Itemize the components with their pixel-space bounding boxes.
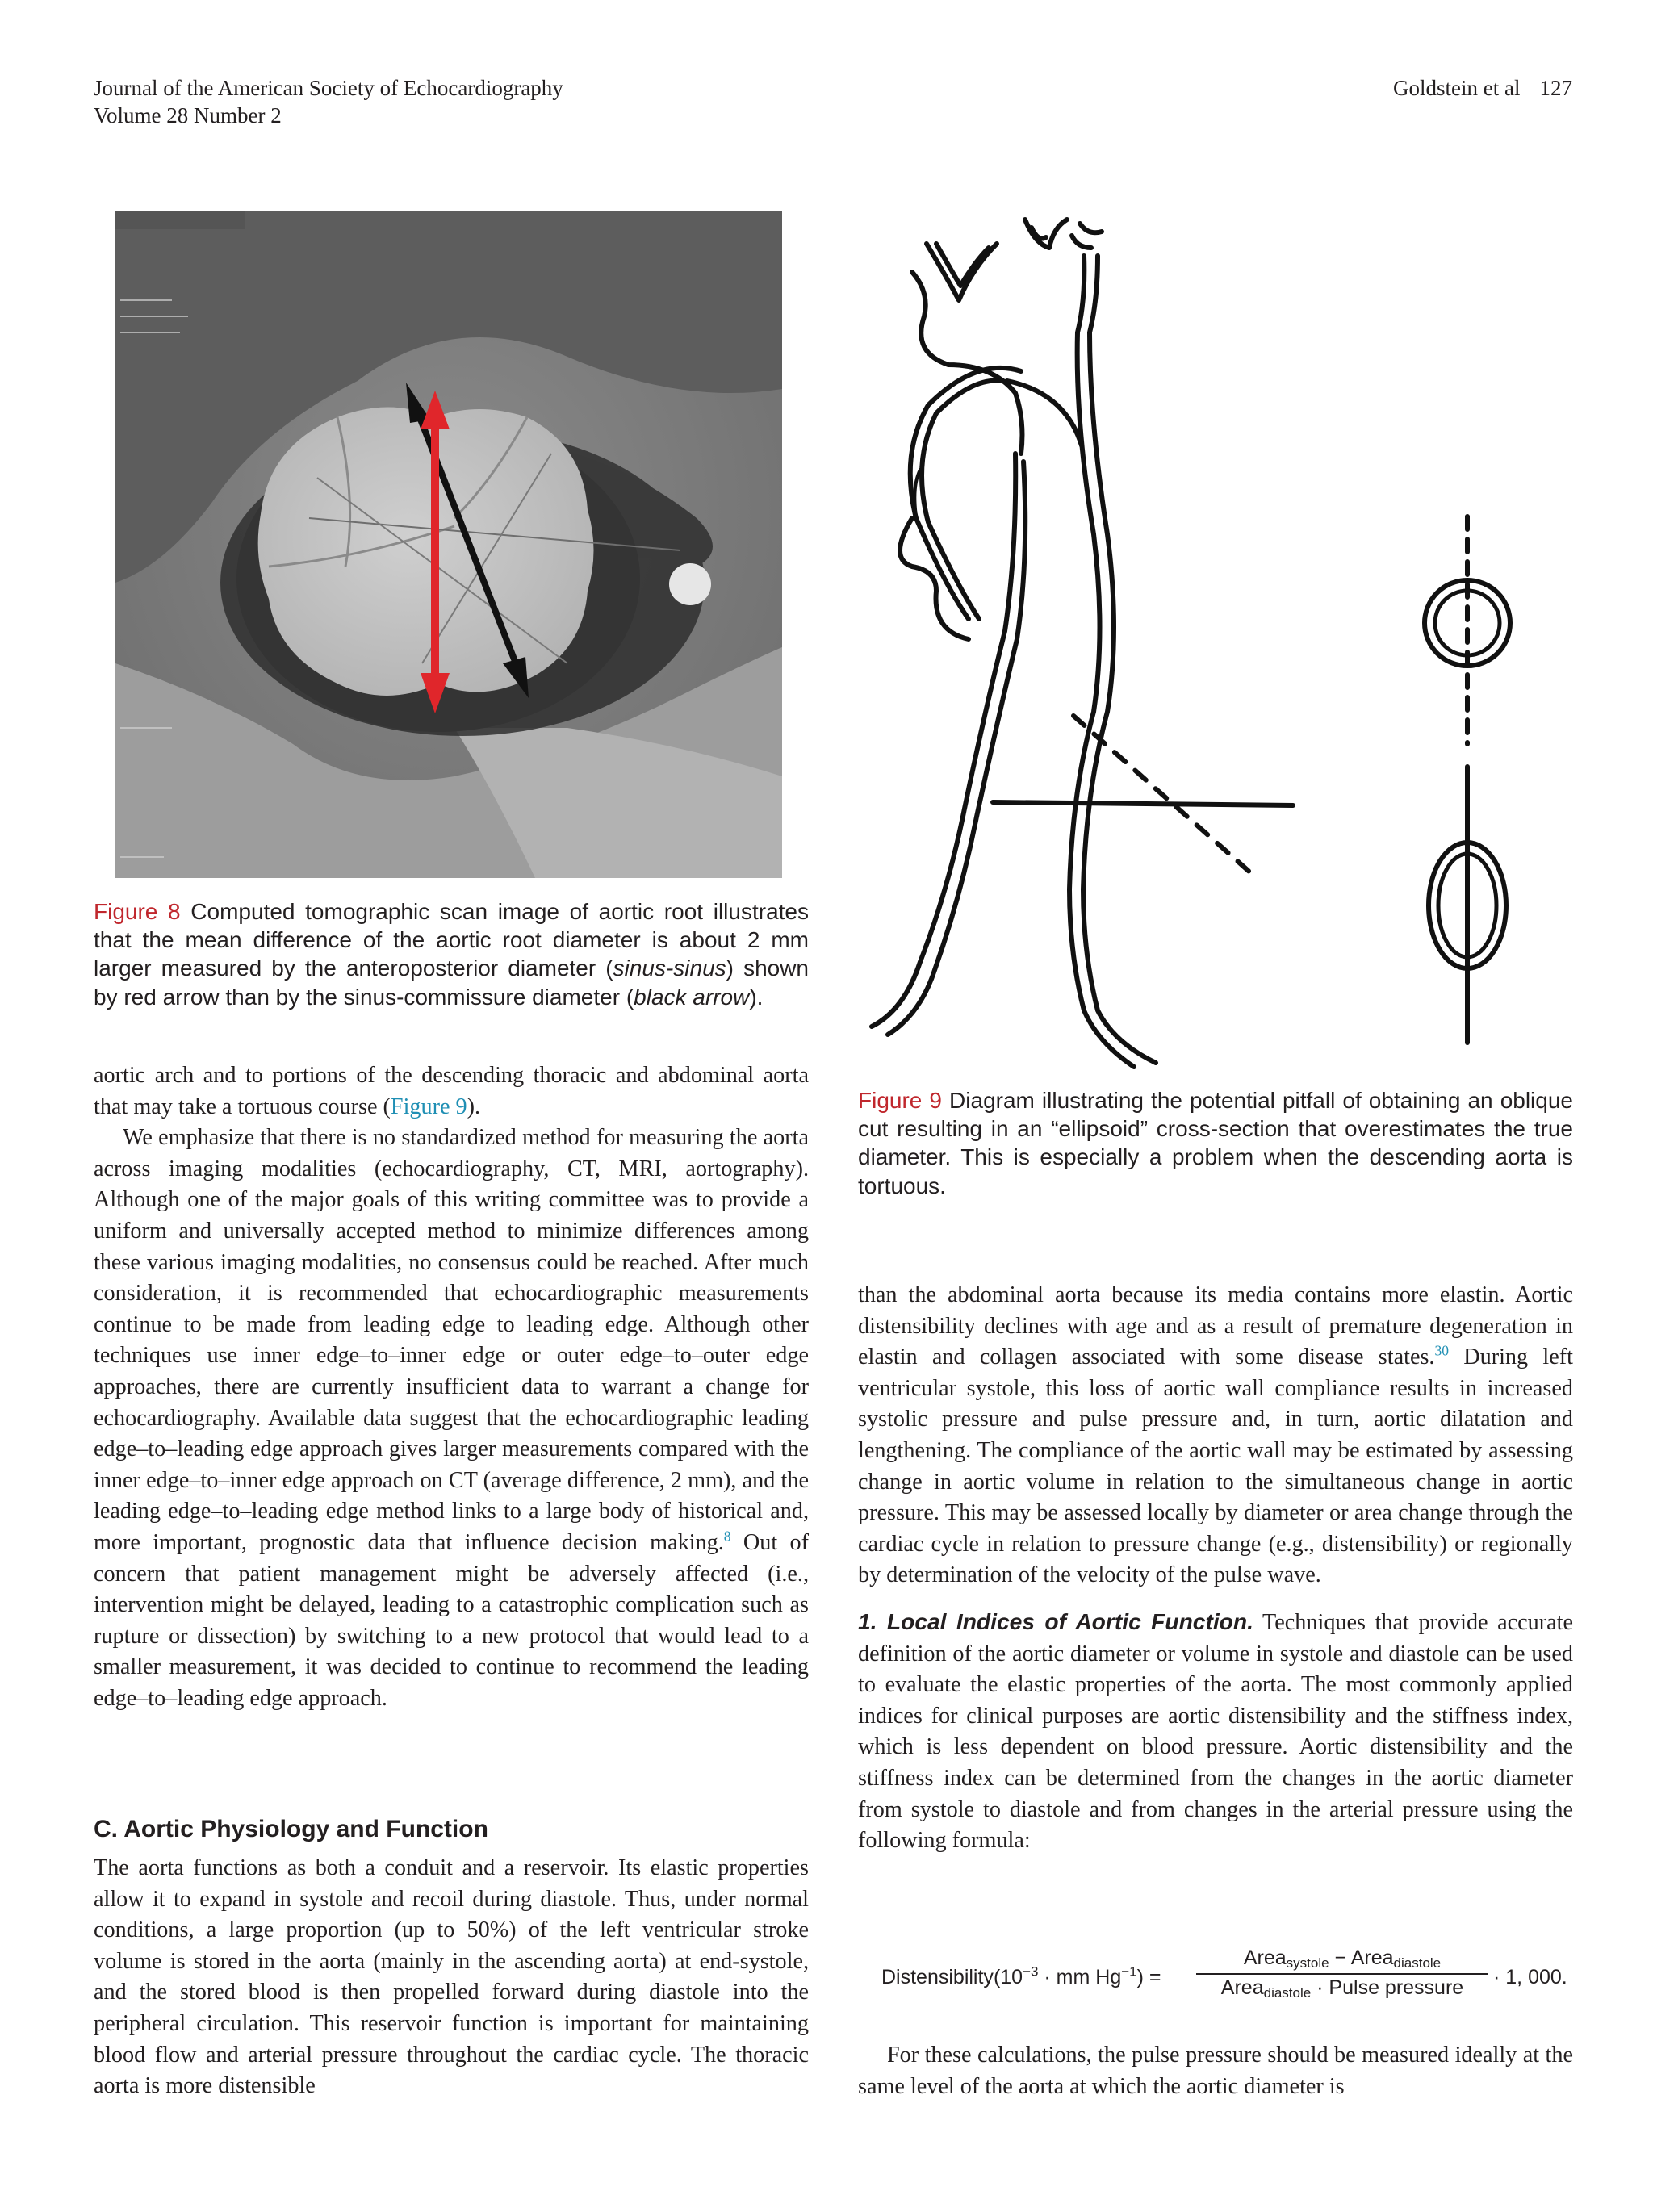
section-heading: C. Aortic Physiology and Function: [94, 1816, 488, 1842]
reference-30-link[interactable]: 30: [1434, 1342, 1449, 1359]
left-column-text-top: [94, 1060, 809, 1714]
paragraph: The aorta functions as both a conduit and a reservoir. Its elastic properties allow it to expand in systole and recoil during diastole. Thus, under normal conditions, a large proportion (up to 50%) of the left ventricular stroke volume is stored in the aorta (mainly in the ascending aorta) at end-systole, and the stored blood is then propelled forward during diastole into the peripheral circulation. This reservoir function is important for maintaining blood flow and arterial pressure throughout the cardiac cycle. The thoracic aorta is more distensible: [94, 1855, 809, 2099]
reference-8-link[interactable]: 8: [723, 1528, 731, 1545]
subsection-heading: 1. Local Indices of Aortic Function.: [858, 1608, 1253, 1634]
paragraph: 1. Local Indices of Aortic Function. Techniques that provide accurate definition of the aortic diameter or volume in systole and diastole can be used to evaluate the elastic properties of the aorta. The most commonly applied indices for clinical purposes are aortic distensibility and the stiffness index, which is less dependent on blood pressure. Aortic distensibility and the stiffness index can be determined from the changes in the aortic diameter from systole to diastole and from changes in the arterial pressure using the following formula:: [858, 1608, 1574, 1854]
journal-title: Journal of the American Society of Echocardiography: [94, 76, 563, 100]
distensibility-formula: [881, 1946, 1576, 2011]
right-column-text-bottom: [858, 2040, 1573, 2102]
paragraph: aortic arch and to portions of the descending thoracic and abdominal aorta that may take a tortuous course (Figure 9).: [94, 1063, 809, 1119]
figure-8-caption: Figure 8 Computed tomographic scan image of aortic root illustrates that the mean difference of the aortic root diameter is about 2 mm larger measured by the anteroposterior diameter (sinus-sinus) shown by red arrow than by the sinus-commissure diameter (black arrow).: [94, 899, 810, 1010]
formula-denominator: Area$_{diastole}$ · Pulse pressure: [1220, 1976, 1464, 2001]
right-column-text-top: [858, 1280, 1573, 1857]
formula-lhs: $Distensibility(10^{-3}$ · mm $Hg^{-1}$) =: [881, 1963, 1161, 1988]
figure-9-label: Figure 9: [858, 1088, 942, 1113]
formula-fraction: [1196, 1946, 1488, 2001]
running-header: [94, 74, 563, 129]
paragraph: than the abdominal aorta because its media contains more elastin. Aortic distensibility declines with age and as a result of premature degeneration in elastin and collagen associated with some disease states.$^{30}$ During left ventricular systole, this loss of aortic wall compliance results in increased systolic pressure and pulse pressure and, in turn, aortic dilatation and lengthening. The compliance of the aortic wall may be estimated by assessing change in aortic volume in relation to the simultaneous change in aortic pressure. This may be assessed locally by diameter or area change through the cardiac cycle in relation to pressure change (e.g., distensibility) or regionally by determination of the velocity of the pulse wave.: [858, 1282, 1573, 1588]
formula-multiplier: · 1, 000.: [1493, 1966, 1567, 1988]
figure-9-link[interactable]: Figure 9: [390, 1093, 467, 1119]
ct-scan-image: [115, 211, 782, 878]
page-number: 127: [1539, 76, 1572, 100]
volume-info: Volume 28 Number 2: [94, 103, 282, 128]
aorta-diagram: [856, 211, 1582, 1083]
figure-9-caption: Figure 9 Diagram illustrating the potential pitfall of obtaining an oblique cut resulting in an “ellipsoid” cross-section that overestimates the true diameter. This is especially a problem when the descending aorta is tortuous.: [858, 1088, 1573, 1198]
formula-numerator: Area$_{systole}$ − Area$_{diastole}$: [1196, 1946, 1488, 1975]
authors: Goldstein et al: [1393, 76, 1521, 100]
left-column-text-bottom: [94, 1853, 809, 2102]
paragraph: We emphasize that there is no standardized method for measuring the aorta across imaging modalities (echocardiography, CT, MRI, aortography). Although one of the major goals of this writing committee was to provide a uniform and universally accepted method to minimize differences among these various imaging modalities, no consensus could be reached. After much consideration, it is recommended that echocardiographic measurements continue to be made from leading edge to leading edge. Although other techniques use inner edge–to–inner edge or outer edge–to–outer edge approaches, there are currently insufficient data to warrant a change for echocardiography. Available data suggest that the echocardiographic leading edge–to–leading edge approach gives larger measurements compared with the inner edge–to–inner edge approach on CT (average difference, 2 mm), and the leading edge–to–leading edge method links to a large body of historical and, more important, prognostic data that influence decision making.$^8$ Out of concern that patient management might be adversely affected (i.e., intervention might be delayed, leading to a catastrophic complication such as rupture or dissection) by switching to a new protocol that would lead to a smaller measurement, it was decided to continue to recommend the leading edge–to–leading edge approach.: [94, 1125, 810, 1711]
figure-8-label: Figure 8: [94, 899, 181, 924]
paragraph: For these calculations, the pulse pressure should be measured ideally at the same level of the aorta at which the aortic diameter is: [858, 2043, 1573, 2099]
author-page: [1393, 74, 1572, 102]
